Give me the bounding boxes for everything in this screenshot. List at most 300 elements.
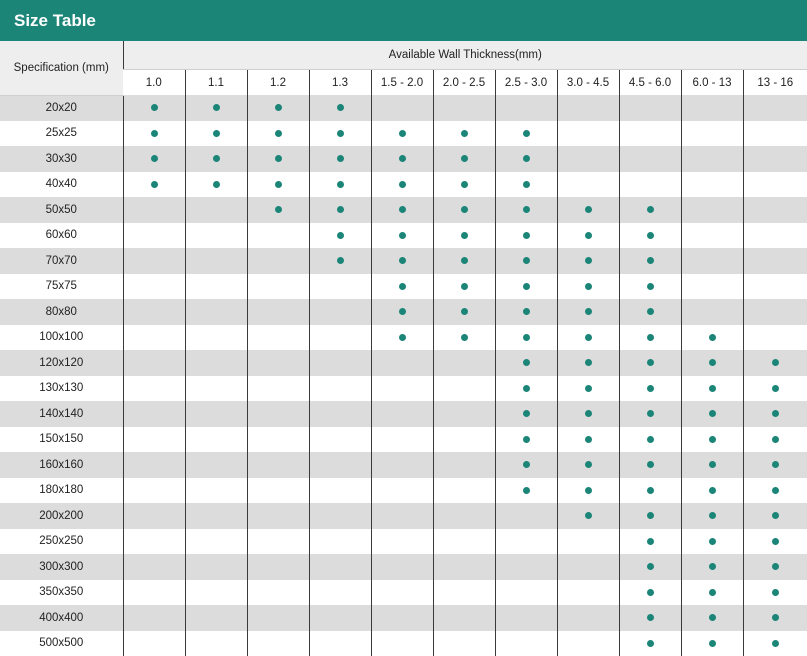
availability-cell <box>371 554 433 580</box>
availability-cell <box>247 580 309 606</box>
availability-cell <box>681 631 743 656</box>
availability-cell <box>371 197 433 223</box>
table-row <box>0 95 807 121</box>
available-dot-icon <box>585 410 592 417</box>
availability-cell <box>743 503 807 529</box>
availability-cell <box>433 197 495 223</box>
table-row <box>0 478 807 504</box>
available-dot-icon <box>647 589 654 596</box>
table-row <box>0 529 807 555</box>
available-dot-icon <box>709 436 716 443</box>
availability-cell <box>309 146 371 172</box>
available-dot-icon <box>461 308 468 315</box>
availability-cell <box>247 376 309 402</box>
availability-cell <box>557 452 619 478</box>
available-dot-icon <box>399 283 406 290</box>
availability-cell <box>619 452 681 478</box>
spec-cell: 200x200 <box>0 503 123 529</box>
availability-cell <box>123 95 185 121</box>
available-dot-icon <box>151 181 158 188</box>
table-row <box>0 299 807 325</box>
availability-cell <box>185 631 247 656</box>
availability-cell <box>743 605 807 631</box>
available-dot-icon <box>461 130 468 137</box>
availability-cell <box>185 299 247 325</box>
spec-cell: 130x130 <box>0 376 123 402</box>
spec-cell: 40x40 <box>0 172 123 198</box>
available-dot-icon <box>523 487 530 494</box>
availability-cell <box>495 223 557 249</box>
availability-cell <box>123 529 185 555</box>
availability-cell <box>433 529 495 555</box>
available-dot-icon <box>585 359 592 366</box>
availability-cell <box>123 325 185 351</box>
availability-cell <box>185 197 247 223</box>
availability-cell <box>247 554 309 580</box>
availability-cell <box>123 299 185 325</box>
availability-cell <box>743 146 807 172</box>
availability-cell <box>123 248 185 274</box>
availability-cell <box>123 503 185 529</box>
available-dot-icon <box>337 130 344 137</box>
availability-cell <box>681 299 743 325</box>
availability-cell <box>619 325 681 351</box>
table-row <box>0 146 807 172</box>
availability-cell <box>681 503 743 529</box>
available-dot-icon <box>523 308 530 315</box>
availability-cell <box>433 427 495 453</box>
availability-cell <box>681 248 743 274</box>
availability-cell <box>185 529 247 555</box>
availability-cell <box>433 401 495 427</box>
spec-cell: 20x20 <box>0 95 123 121</box>
availability-cell <box>433 274 495 300</box>
availability-cell <box>495 197 557 223</box>
availability-cell <box>681 223 743 249</box>
available-dot-icon <box>709 487 716 494</box>
availability-cell <box>433 376 495 402</box>
available-dot-icon <box>647 232 654 239</box>
available-dot-icon <box>647 563 654 570</box>
availability-cell <box>495 452 557 478</box>
available-dot-icon <box>399 130 406 137</box>
availability-cell <box>681 95 743 121</box>
availability-cell <box>309 376 371 402</box>
available-dot-icon <box>647 385 654 392</box>
available-dot-icon <box>399 155 406 162</box>
availability-cell <box>557 427 619 453</box>
availability-cell <box>681 121 743 147</box>
availability-cell <box>681 376 743 402</box>
spec-cell: 100x100 <box>0 325 123 351</box>
availability-cell <box>743 376 807 402</box>
thickness-column-header: 6.0 - 13 <box>681 70 743 96</box>
availability-cell <box>681 197 743 223</box>
available-dot-icon <box>709 410 716 417</box>
availability-cell <box>557 401 619 427</box>
availability-cell <box>681 580 743 606</box>
availability-cell <box>309 580 371 606</box>
availability-cell <box>123 605 185 631</box>
available-dot-icon <box>709 359 716 366</box>
available-dot-icon <box>709 461 716 468</box>
available-dot-icon <box>399 181 406 188</box>
available-dot-icon <box>275 155 282 162</box>
available-dot-icon <box>275 181 282 188</box>
available-dot-icon <box>275 130 282 137</box>
availability-cell <box>185 146 247 172</box>
availability-cell <box>371 478 433 504</box>
availability-cell <box>433 554 495 580</box>
available-dot-icon <box>772 589 779 596</box>
available-dot-icon <box>523 155 530 162</box>
availability-cell <box>123 350 185 376</box>
thickness-column-header: 4.5 - 6.0 <box>619 70 681 96</box>
spec-cell: 400x400 <box>0 605 123 631</box>
availability-cell <box>619 172 681 198</box>
table-row <box>0 121 807 147</box>
availability-cell <box>185 376 247 402</box>
availability-cell <box>743 580 807 606</box>
availability-cell <box>247 325 309 351</box>
availability-cell <box>185 452 247 478</box>
availability-cell <box>309 121 371 147</box>
availability-cell <box>619 631 681 656</box>
available-dot-icon <box>772 563 779 570</box>
availability-cell <box>433 248 495 274</box>
availability-cell <box>433 631 495 656</box>
available-dot-icon <box>647 257 654 264</box>
availability-cell <box>433 121 495 147</box>
availability-cell <box>247 452 309 478</box>
availability-cell <box>495 503 557 529</box>
available-dot-icon <box>772 461 779 468</box>
available-dot-icon <box>523 232 530 239</box>
availability-cell <box>619 503 681 529</box>
spec-cell: 140x140 <box>0 401 123 427</box>
page-title: Size Table <box>0 0 807 41</box>
availability-cell <box>309 325 371 351</box>
availability-cell <box>309 478 371 504</box>
availability-cell <box>309 554 371 580</box>
availability-cell <box>495 299 557 325</box>
availability-cell <box>371 580 433 606</box>
available-dot-icon <box>647 359 654 366</box>
table-row <box>0 554 807 580</box>
available-dot-icon <box>151 130 158 137</box>
availability-cell <box>619 529 681 555</box>
availability-cell <box>185 95 247 121</box>
spec-cell: 150x150 <box>0 427 123 453</box>
availability-cell <box>309 401 371 427</box>
availability-cell <box>495 580 557 606</box>
availability-cell <box>185 401 247 427</box>
table-row <box>0 452 807 478</box>
available-dot-icon <box>647 206 654 213</box>
availability-cell <box>743 529 807 555</box>
availability-cell <box>743 427 807 453</box>
availability-cell <box>495 274 557 300</box>
availability-cell <box>681 554 743 580</box>
availability-cell <box>123 554 185 580</box>
availability-cell <box>743 223 807 249</box>
availability-cell <box>681 146 743 172</box>
availability-cell <box>371 121 433 147</box>
spec-cell: 75x75 <box>0 274 123 300</box>
availability-cell <box>371 274 433 300</box>
spec-cell: 60x60 <box>0 223 123 249</box>
header-row-top <box>0 41 807 70</box>
availability-cell <box>557 197 619 223</box>
availability-cell <box>619 274 681 300</box>
availability-cell <box>433 350 495 376</box>
availability-cell <box>557 554 619 580</box>
availability-cell <box>495 605 557 631</box>
availability-cell <box>309 503 371 529</box>
availability-cell <box>371 223 433 249</box>
availability-cell <box>185 248 247 274</box>
availability-cell <box>743 325 807 351</box>
available-dot-icon <box>523 181 530 188</box>
available-dot-icon <box>585 334 592 341</box>
availability-cell <box>495 554 557 580</box>
availability-cell <box>309 605 371 631</box>
availability-cell <box>247 274 309 300</box>
availability-cell <box>247 631 309 656</box>
available-dot-icon <box>399 206 406 213</box>
availability-cell <box>247 223 309 249</box>
availability-cell <box>309 248 371 274</box>
available-dot-icon <box>213 104 220 111</box>
availability-cell <box>371 172 433 198</box>
availability-cell <box>433 95 495 121</box>
table-row <box>0 350 807 376</box>
available-dot-icon <box>523 359 530 366</box>
availability-cell <box>433 223 495 249</box>
available-dot-icon <box>585 283 592 290</box>
available-dot-icon <box>709 589 716 596</box>
available-dot-icon <box>337 104 344 111</box>
available-dot-icon <box>337 257 344 264</box>
availability-cell <box>743 121 807 147</box>
availability-cell <box>433 172 495 198</box>
spec-cell: 350x350 <box>0 580 123 606</box>
availability-cell <box>123 121 185 147</box>
availability-cell <box>247 299 309 325</box>
availability-cell <box>557 274 619 300</box>
available-dot-icon <box>647 538 654 545</box>
availability-cell <box>309 95 371 121</box>
availability-cell <box>247 605 309 631</box>
availability-cell <box>433 605 495 631</box>
spec-cell: 250x250 <box>0 529 123 555</box>
availability-cell <box>495 95 557 121</box>
availability-cell <box>619 401 681 427</box>
spec-cell: 50x50 <box>0 197 123 223</box>
availability-cell <box>743 401 807 427</box>
thickness-column-header: 1.1 <box>185 70 247 96</box>
availability-cell <box>247 350 309 376</box>
table-row <box>0 376 807 402</box>
availability-cell <box>309 529 371 555</box>
availability-cell <box>743 172 807 198</box>
available-dot-icon <box>151 155 158 162</box>
availability-cell <box>495 376 557 402</box>
availability-cell <box>619 299 681 325</box>
available-dot-icon <box>461 181 468 188</box>
availability-cell <box>557 223 619 249</box>
available-dot-icon <box>772 512 779 519</box>
available-dot-icon <box>647 410 654 417</box>
availability-cell <box>495 427 557 453</box>
available-dot-icon <box>461 232 468 239</box>
availability-cell <box>309 197 371 223</box>
availability-cell <box>371 631 433 656</box>
availability-cell <box>309 299 371 325</box>
available-dot-icon <box>523 461 530 468</box>
availability-cell <box>557 580 619 606</box>
available-dot-icon <box>275 104 282 111</box>
availability-cell <box>247 503 309 529</box>
spec-cell: 70x70 <box>0 248 123 274</box>
availability-cell <box>123 478 185 504</box>
availability-cell <box>371 452 433 478</box>
available-dot-icon <box>275 206 282 213</box>
available-dot-icon <box>585 461 592 468</box>
availability-cell <box>371 503 433 529</box>
availability-cell <box>185 605 247 631</box>
thickness-column-header: 1.2 <box>247 70 309 96</box>
table-row <box>0 401 807 427</box>
availability-cell <box>247 146 309 172</box>
availability-cell <box>247 197 309 223</box>
availability-cell <box>557 325 619 351</box>
available-dot-icon <box>399 232 406 239</box>
available-dot-icon <box>585 308 592 315</box>
available-dot-icon <box>585 436 592 443</box>
table-row <box>0 223 807 249</box>
available-dot-icon <box>461 283 468 290</box>
available-dot-icon <box>647 640 654 647</box>
available-dot-icon <box>337 155 344 162</box>
available-dot-icon <box>585 232 592 239</box>
spec-cell: 500x500 <box>0 631 123 656</box>
availability-cell <box>619 223 681 249</box>
availability-cell <box>619 554 681 580</box>
available-dot-icon <box>772 614 779 621</box>
size-table <box>0 41 807 656</box>
availability-cell <box>185 580 247 606</box>
availability-cell <box>185 325 247 351</box>
availability-cell <box>557 121 619 147</box>
availability-cell <box>433 478 495 504</box>
available-dot-icon <box>213 130 220 137</box>
availability-cell <box>371 427 433 453</box>
availability-cell <box>557 172 619 198</box>
spec-cell: 300x300 <box>0 554 123 580</box>
available-dot-icon <box>585 487 592 494</box>
availability-cell <box>123 223 185 249</box>
availability-cell <box>557 376 619 402</box>
availability-cell <box>247 121 309 147</box>
availability-cell <box>123 631 185 656</box>
availability-cell <box>185 503 247 529</box>
availability-cell <box>123 427 185 453</box>
availability-cell <box>681 401 743 427</box>
availability-cell <box>743 274 807 300</box>
availability-cell <box>185 121 247 147</box>
availability-cell <box>619 248 681 274</box>
table-row <box>0 605 807 631</box>
available-dot-icon <box>461 155 468 162</box>
available-dot-icon <box>523 130 530 137</box>
availability-cell <box>123 197 185 223</box>
availability-cell <box>743 350 807 376</box>
thickness-column-header: 1.0 <box>123 70 185 96</box>
availability-cell <box>681 427 743 453</box>
available-dot-icon <box>337 206 344 213</box>
available-dot-icon <box>585 257 592 264</box>
availability-cell <box>123 146 185 172</box>
spec-cell: 80x80 <box>0 299 123 325</box>
availability-cell <box>495 478 557 504</box>
availability-cell <box>185 274 247 300</box>
availability-cell <box>309 452 371 478</box>
availability-cell <box>123 274 185 300</box>
available-dot-icon <box>709 563 716 570</box>
availability-cell <box>557 95 619 121</box>
available-dot-icon <box>772 538 779 545</box>
availability-cell <box>495 146 557 172</box>
availability-cell <box>433 452 495 478</box>
spec-column-header: Specification (mm) <box>0 41 123 95</box>
availability-cell <box>619 121 681 147</box>
thickness-column-header: 2.5 - 3.0 <box>495 70 557 96</box>
availability-cell <box>247 427 309 453</box>
availability-cell <box>495 350 557 376</box>
availability-cell <box>743 554 807 580</box>
availability-cell <box>619 605 681 631</box>
availability-cell <box>557 503 619 529</box>
availability-cell <box>681 325 743 351</box>
table-row <box>0 325 807 351</box>
availability-cell <box>681 274 743 300</box>
table-row <box>0 197 807 223</box>
available-dot-icon <box>585 206 592 213</box>
availability-cell <box>371 325 433 351</box>
available-dot-icon <box>523 436 530 443</box>
spec-cell: 120x120 <box>0 350 123 376</box>
available-dot-icon <box>772 359 779 366</box>
thickness-column-header: 1.5 - 2.0 <box>371 70 433 96</box>
availability-cell <box>743 631 807 656</box>
available-dot-icon <box>647 308 654 315</box>
availability-cell <box>433 503 495 529</box>
table-row <box>0 580 807 606</box>
available-dot-icon <box>772 640 779 647</box>
availability-cell <box>309 223 371 249</box>
availability-cell <box>557 350 619 376</box>
spec-cell: 25x25 <box>0 121 123 147</box>
table-row <box>0 172 807 198</box>
availability-cell <box>557 146 619 172</box>
wall-thickness-header: Available Wall Thickness(mm) <box>123 41 807 70</box>
available-dot-icon <box>709 538 716 545</box>
availability-cell <box>743 452 807 478</box>
availability-cell <box>495 121 557 147</box>
availability-cell <box>619 95 681 121</box>
available-dot-icon <box>585 512 592 519</box>
